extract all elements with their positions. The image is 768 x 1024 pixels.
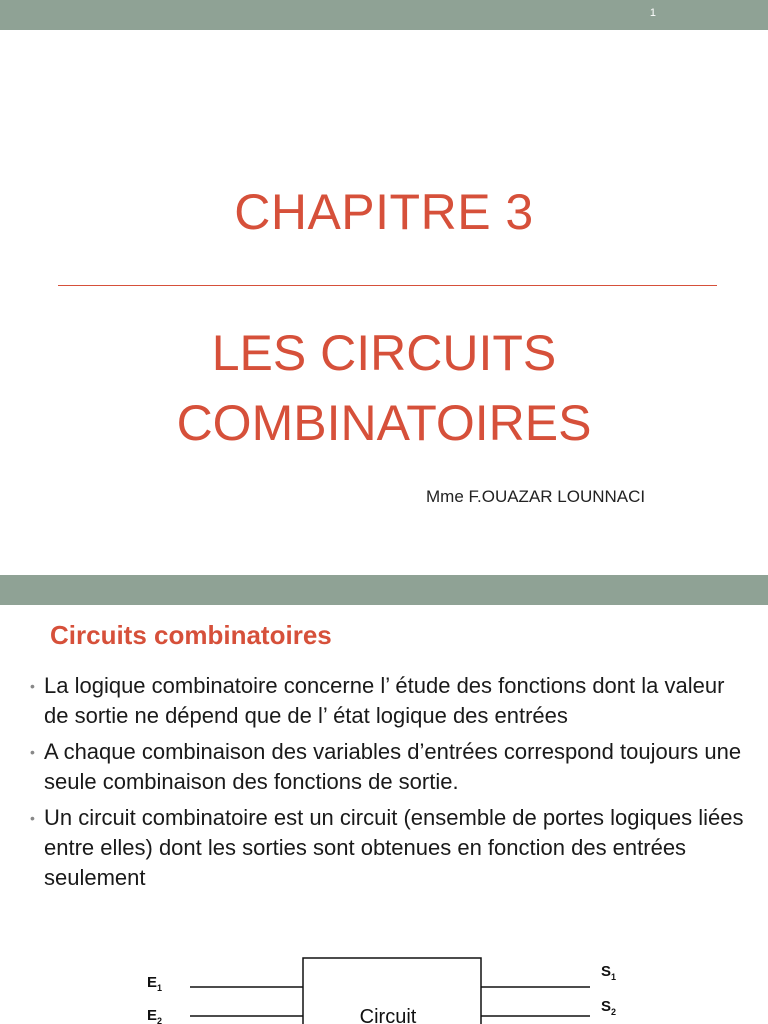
slide-header-bar: [0, 575, 768, 605]
subtitle-line-1: LES CIRCUITS: [211, 325, 557, 381]
bullet-item: [28, 737, 748, 797]
bullet-icon: •: [30, 678, 35, 694]
bullet-text: A chaque combinaison des variables d’entrées correspond toujours une seule combinaison des fonctions de sortie.: [44, 739, 742, 794]
bullet-text: La logique combinatoire concerne l’ étude des fonctions dont la valeur de sortie ne dépend que de l’ état logique des entrées: [44, 673, 725, 728]
author-name: Mme F.OUAZAR LOUNNACI: [426, 487, 646, 506]
bullet-text: Un circuit combinatoire est un circuit (ensemble de portes logiques liées entre elles) dont les sorties sont obtenues en fonction des entrées seulement: [44, 805, 744, 890]
circuit-diagram: [0, 945, 768, 1024]
bullet-item: [28, 803, 748, 893]
slide-number: 1: [649, 7, 656, 19]
input-label-1: $E_1$: [147, 974, 163, 993]
input-label-2: $E_2$: [147, 1007, 163, 1024]
slide-header-bar: [0, 0, 768, 30]
chapter-title: CHAPITRE 3: [234, 184, 534, 240]
slide-2: [0, 575, 768, 1024]
slide-heading: Circuits combinatoires: [50, 620, 332, 650]
subtitle-line-2: COMBINATOIRES: [176, 395, 592, 451]
title-divider: [58, 285, 717, 286]
bullet-item: [28, 671, 748, 731]
circuit-box-label: Circuit: [359, 1006, 417, 1024]
bullet-list: [28, 671, 748, 899]
bullet-icon: •: [30, 744, 35, 760]
chapter-subtitle: [0, 318, 768, 458]
bullet-icon: •: [30, 810, 35, 826]
output-label-2: $S_2$: [601, 998, 617, 1017]
output-label-1: $S_1$: [601, 963, 617, 982]
